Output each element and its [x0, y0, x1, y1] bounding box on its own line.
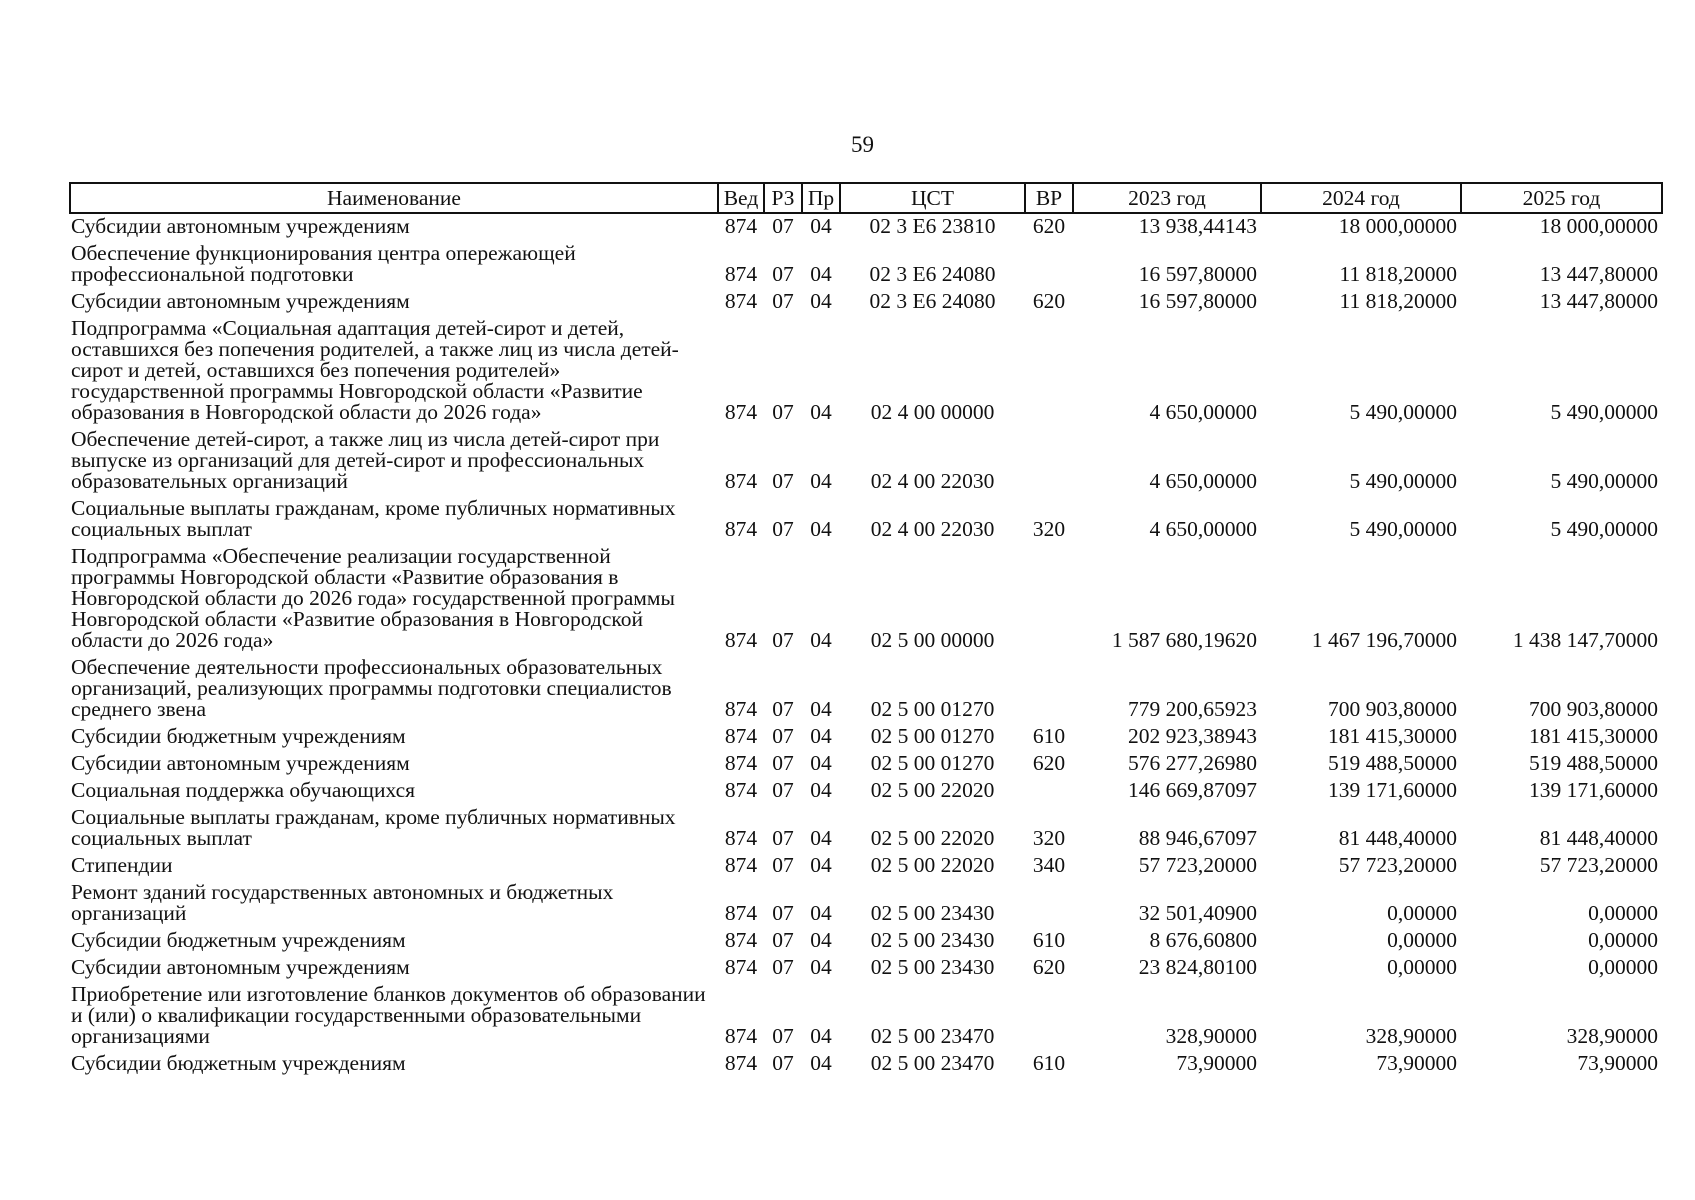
- cell-name: Приобретение или изготовление бланков документов об образовании и (или) о квалификации государственными образовательными организациями: [71, 982, 706, 1048]
- cell-2024: 11 818,20000: [1339, 289, 1457, 313]
- cell-vr: 620: [1032, 955, 1066, 979]
- cell-cst: 02 5 00 23430: [870, 955, 995, 979]
- cell-ved: 874: [724, 901, 758, 925]
- cell-2023: 16 597,80000: [1138, 262, 1257, 286]
- cell-ved: 874: [724, 751, 758, 775]
- cell-cst: 02 3 Е6 24080: [869, 262, 996, 286]
- cell-ved: 874: [724, 628, 758, 652]
- cell-name: Субсидии автономным учреждениям: [71, 289, 410, 313]
- cell-name: Субсидии бюджетным учреждениям: [71, 1051, 406, 1075]
- cell-ved: 874: [724, 214, 758, 238]
- cell-2025: 0,00000: [1588, 928, 1658, 952]
- cell-2025: 1 438 147,70000: [1512, 628, 1658, 652]
- cell-rz: 07: [772, 853, 794, 877]
- cell-2023: 779 200,65923: [1128, 697, 1257, 721]
- cell-2023: 73,90000: [1176, 1051, 1257, 1075]
- cell-rz: 07: [772, 262, 794, 286]
- cell-name: Субсидии бюджетным учреждениям: [71, 724, 406, 748]
- cell-pr: 04: [810, 724, 832, 748]
- cell-2025: 13 447,80000: [1539, 262, 1658, 286]
- cell-2023: 4 650,00000: [1149, 517, 1257, 541]
- cell-name: Субсидии автономным учреждениям: [71, 955, 410, 979]
- cell-name: Субсидии автономным учреждениям: [71, 751, 410, 775]
- cell-cst: 02 5 00 23430: [870, 901, 995, 925]
- cell-rz: 07: [772, 517, 794, 541]
- cell-ved: 874: [724, 517, 758, 541]
- cell-ved: 874: [724, 826, 758, 850]
- cell-rz: 07: [772, 778, 794, 802]
- cell-ved: 874: [724, 262, 758, 286]
- cell-2023: 576 277,26980: [1128, 751, 1257, 775]
- cell-cst: 02 5 00 23470: [870, 1051, 995, 1075]
- cell-vr: 620: [1032, 289, 1066, 313]
- cell-2024: 5 490,00000: [1349, 469, 1457, 493]
- cell-rz: 07: [772, 955, 794, 979]
- cell-ved: 874: [724, 697, 758, 721]
- cell-cst: 02 4 00 22030: [870, 469, 995, 493]
- cell-rz: 07: [772, 1051, 794, 1075]
- header-name: Наименование: [70, 183, 718, 213]
- cell-pr: 04: [810, 697, 832, 721]
- cell-pr: 04: [810, 928, 832, 952]
- cell-2023: 88 946,67097: [1138, 826, 1257, 850]
- cell-cst: 02 3 Е6 24080: [869, 289, 996, 313]
- cell-pr: 04: [810, 751, 832, 775]
- table-row: [70, 751, 1662, 778]
- cell-name: Подпрограмма «Обеспечение реализации государственной программы Новгородской области «Развитие образования в Новгородской области до 2026 года» государственной программы Новгородской области «Развитие образования в Новгородской области до 2026 года»: [71, 544, 675, 652]
- cell-vr: 620: [1032, 751, 1066, 775]
- cell-pr: 04: [810, 853, 832, 877]
- table-row: [70, 955, 1662, 982]
- cell-cst: 02 5 00 01270: [870, 724, 995, 748]
- cell-pr: 04: [810, 1051, 832, 1075]
- cell-rz: 07: [772, 697, 794, 721]
- cell-2024: 519 488,50000: [1328, 751, 1457, 775]
- cell-ved: 874: [724, 724, 758, 748]
- cell-ved: 874: [724, 853, 758, 877]
- cell-cst: 02 5 00 01270: [870, 697, 995, 721]
- page-number: 59: [851, 132, 874, 157]
- cell-2025: 0,00000: [1588, 955, 1658, 979]
- cell-name: Подпрограмма «Социальная адаптация детей-сирот и детей, оставшихся без попечения родителей, а также лиц из числа детей-сирот и детей, оставшихся без попечения родителей» государственной программы Новгородской области «Развитие образования в Новгородской области до 2026 года»: [71, 316, 679, 424]
- budget-table: [69, 182, 1663, 1078]
- cell-rz: 07: [772, 1024, 794, 1048]
- cell-name: Социальные выплаты гражданам, кроме публичных нормативных социальных выплат: [71, 805, 676, 850]
- cell-ved: 874: [724, 469, 758, 493]
- header-ved: Вед: [718, 183, 764, 213]
- header-cst: ЦСТ: [840, 183, 1025, 213]
- table-row: [70, 880, 1662, 928]
- header-rz: РЗ: [764, 183, 802, 213]
- cell-2023: 202 923,38943: [1128, 724, 1257, 748]
- cell-rz: 07: [772, 469, 794, 493]
- cell-name: Обеспечение функционирования центра опережающей профессиональной подготовки: [71, 241, 576, 286]
- cell-2024: 181 415,30000: [1328, 724, 1457, 748]
- cell-2025: 0,00000: [1588, 901, 1658, 925]
- cell-vr: 620: [1032, 214, 1066, 238]
- cell-2025: 5 490,00000: [1550, 400, 1658, 424]
- cell-cst: 02 5 00 22020: [870, 778, 995, 802]
- cell-2025: 700 903,80000: [1529, 697, 1658, 721]
- cell-ved: 874: [724, 1024, 758, 1048]
- cell-2024: 328,90000: [1365, 1024, 1457, 1048]
- table-row: [70, 805, 1662, 853]
- table-row: [70, 724, 1662, 751]
- cell-2025: 81 448,40000: [1539, 826, 1658, 850]
- cell-vr: 320: [1032, 826, 1066, 850]
- cell-2024: 57 723,20000: [1338, 853, 1457, 877]
- table-row: [70, 544, 1662, 655]
- cell-name: Ремонт зданий государственных автономных и бюджетных организаций: [71, 880, 614, 925]
- table-row: [70, 655, 1662, 724]
- cell-pr: 04: [810, 289, 832, 313]
- table-row: [70, 213, 1662, 241]
- cell-2024: 18 000,00000: [1338, 214, 1457, 238]
- cell-name: Социальная поддержка обучающихся: [71, 778, 416, 802]
- table-row: [70, 496, 1662, 544]
- cell-vr: [1025, 982, 1073, 1051]
- cell-2023: 146 669,87097: [1128, 778, 1257, 802]
- cell-2025: 5 490,00000: [1550, 517, 1658, 541]
- cell-cst: 02 5 00 23430: [870, 928, 995, 952]
- cell-rz: 07: [772, 928, 794, 952]
- cell-vr: [1025, 316, 1073, 427]
- cell-2024: 5 490,00000: [1349, 517, 1457, 541]
- cell-2023: 13 938,44143: [1138, 214, 1257, 238]
- cell-name: Стипендии: [71, 853, 173, 877]
- cell-pr: 04: [810, 955, 832, 979]
- cell-name: Субсидии бюджетным учреждениям: [71, 928, 406, 952]
- cell-2024: 11 818,20000: [1339, 262, 1457, 286]
- cell-2023: 328,90000: [1165, 1024, 1257, 1048]
- cell-ved: 874: [724, 778, 758, 802]
- cell-rz: 07: [772, 214, 794, 238]
- cell-2024: 139 171,60000: [1328, 778, 1457, 802]
- cell-2024: 700 903,80000: [1328, 697, 1457, 721]
- cell-vr: [1025, 427, 1073, 496]
- table-row: [70, 241, 1662, 289]
- cell-pr: 04: [810, 517, 832, 541]
- cell-2024: 73,90000: [1376, 1051, 1457, 1075]
- cell-vr: 610: [1032, 928, 1066, 952]
- table-body: [70, 213, 1662, 1078]
- cell-pr: 04: [810, 826, 832, 850]
- cell-rz: 07: [772, 826, 794, 850]
- table-row: [70, 778, 1662, 805]
- cell-ved: 874: [724, 928, 758, 952]
- cell-2023: 1 587 680,19620: [1111, 628, 1257, 652]
- cell-cst: 02 5 00 22020: [870, 826, 995, 850]
- cell-cst: 02 4 00 22030: [870, 517, 995, 541]
- cell-rz: 07: [772, 400, 794, 424]
- cell-pr: 04: [810, 628, 832, 652]
- cell-2025: 73,90000: [1577, 1051, 1658, 1075]
- cell-2025: 139 171,60000: [1529, 778, 1658, 802]
- cell-name: Обеспечение детей-сирот, а также лиц из числа детей-сирот при выпуске из организаций для детей-сирот и профессиональных образовательных организаций: [71, 427, 660, 493]
- cell-2025: 328,90000: [1566, 1024, 1658, 1048]
- header-2024: 2024 год: [1261, 183, 1461, 213]
- cell-vr: [1025, 880, 1073, 928]
- cell-pr: 04: [810, 469, 832, 493]
- cell-pr: 04: [810, 901, 832, 925]
- table-row: [70, 982, 1662, 1051]
- table-row: [70, 928, 1662, 955]
- cell-cst: 02 5 00 22020: [870, 853, 995, 877]
- table-header: [70, 183, 1662, 213]
- cell-pr: 04: [810, 214, 832, 238]
- cell-name: Социальные выплаты гражданам, кроме публичных нормативных социальных выплат: [71, 496, 676, 541]
- table-row: [70, 289, 1662, 316]
- header-pr: Пр: [802, 183, 840, 213]
- cell-ved: 874: [724, 1051, 758, 1075]
- cell-2024: 81 448,40000: [1338, 826, 1457, 850]
- cell-2025: 519 488,50000: [1529, 751, 1658, 775]
- cell-ved: 874: [724, 955, 758, 979]
- table-row: [70, 316, 1662, 427]
- cell-ved: 874: [724, 289, 758, 313]
- cell-2024: 0,00000: [1387, 928, 1457, 952]
- cell-2023: 16 597,80000: [1138, 289, 1257, 313]
- table-row: [70, 427, 1662, 496]
- cell-2025: 13 447,80000: [1539, 289, 1658, 313]
- cell-2024: 1 467 196,70000: [1311, 628, 1457, 652]
- cell-2023: 32 501,40900: [1138, 901, 1257, 925]
- cell-2024: 5 490,00000: [1349, 400, 1457, 424]
- cell-cst: 02 3 Е6 23810: [869, 214, 996, 238]
- cell-cst: 02 4 00 00000: [870, 400, 995, 424]
- cell-pr: 04: [810, 400, 832, 424]
- table-row: [70, 1051, 1662, 1078]
- cell-2023: 4 650,00000: [1149, 400, 1257, 424]
- cell-2025: 18 000,00000: [1539, 214, 1658, 238]
- header-2023: 2023 год: [1073, 183, 1261, 213]
- cell-cst: 02 5 00 00000: [870, 628, 995, 652]
- cell-cst: 02 5 00 23470: [870, 1024, 995, 1048]
- cell-name: Обеспечение деятельности профессиональных образовательных организаций, реализующих программы подготовки специалистов среднего звена: [71, 655, 672, 721]
- cell-vr: 610: [1032, 724, 1066, 748]
- cell-ved: 874: [724, 400, 758, 424]
- cell-pr: 04: [810, 262, 832, 286]
- cell-vr: [1025, 778, 1073, 805]
- cell-pr: 04: [810, 1024, 832, 1048]
- cell-2025: 57 723,20000: [1539, 853, 1658, 877]
- cell-vr: [1025, 544, 1073, 655]
- cell-2023: 8 676,60800: [1149, 928, 1257, 952]
- table-row: [70, 853, 1662, 880]
- cell-pr: 04: [810, 778, 832, 802]
- cell-vr: [1025, 655, 1073, 724]
- cell-rz: 07: [772, 628, 794, 652]
- cell-vr: 320: [1032, 517, 1066, 541]
- cell-name: Субсидии автономным учреждениям: [71, 214, 410, 238]
- cell-rz: 07: [772, 751, 794, 775]
- cell-rz: 07: [772, 901, 794, 925]
- cell-2023: 23 824,80100: [1138, 955, 1257, 979]
- cell-cst: 02 5 00 01270: [870, 751, 995, 775]
- cell-vr: [1025, 241, 1073, 289]
- header-2025: 2025 год: [1461, 183, 1662, 213]
- cell-vr: 340: [1032, 853, 1066, 877]
- cell-2024: 0,00000: [1387, 955, 1457, 979]
- cell-2025: 181 415,30000: [1529, 724, 1658, 748]
- cell-rz: 07: [772, 724, 794, 748]
- cell-vr: 610: [1032, 1051, 1066, 1075]
- header-vr: ВР: [1025, 183, 1073, 213]
- cell-2024: 0,00000: [1387, 901, 1457, 925]
- cell-2023: 4 650,00000: [1149, 469, 1257, 493]
- cell-2023: 57 723,20000: [1138, 853, 1257, 877]
- cell-rz: 07: [772, 289, 794, 313]
- cell-2025: 5 490,00000: [1550, 469, 1658, 493]
